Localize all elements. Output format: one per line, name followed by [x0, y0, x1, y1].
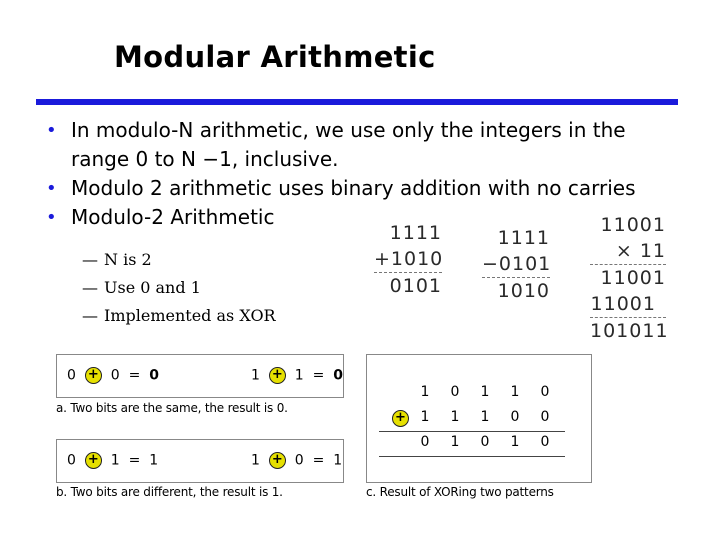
operand-b: 0 [294, 452, 304, 469]
bottom-divider [379, 456, 565, 457]
xor-result: 1 [333, 452, 343, 469]
operand-a: 1 [251, 452, 260, 469]
partial-product-1: 11001 [590, 264, 666, 291]
xor-pattern-panel [366, 354, 592, 483]
panel-a-caption: a. Two bits are the same, the result is 0. [56, 401, 288, 415]
bit-cell: 1 [420, 409, 430, 425]
difference-result: 1010 [482, 277, 550, 304]
dash-glyph: — [82, 306, 98, 325]
xor-icon: + [85, 452, 102, 469]
bit-cell: 0 [510, 409, 520, 425]
bit-cell: 0 [540, 409, 550, 425]
xor-different-bits-panel [56, 439, 344, 483]
operand-a: 0 [67, 367, 76, 384]
bit-cell: 1 [510, 434, 520, 450]
bit-cell: 1 [480, 384, 490, 400]
sub-bullet-text: N is 2 [104, 250, 152, 269]
bit-cell: 0 [450, 384, 460, 400]
title-underline [36, 99, 678, 105]
bit-cell: 0 [480, 434, 490, 450]
xor-equation-0-1 [67, 452, 158, 469]
xor-equation-1-0 [251, 452, 342, 469]
binary-multiplication-example [590, 212, 669, 344]
xor-equation-1-1 [251, 367, 343, 384]
bit-cell: 1 [450, 434, 460, 450]
addend-top: 1111 [389, 222, 442, 244]
sub-bullet-list [82, 246, 276, 330]
bit-cell: 1 [450, 409, 460, 425]
panel-c-caption: c. Result of XORing two patterns [366, 485, 554, 499]
equals-sign: = [128, 452, 141, 469]
dash-glyph: — [82, 278, 98, 297]
equals-sign: = [312, 367, 325, 384]
binary-subtraction-example [482, 225, 550, 304]
bit-cell: 1 [480, 409, 490, 425]
operand-a: 0 [67, 452, 76, 469]
xor-result: 1 [149, 452, 159, 469]
xor-result: 0 [149, 367, 159, 384]
multiplicand: 11001 [600, 214, 666, 236]
operand-a: 1 [251, 367, 260, 384]
bullet-text: Modulo 2 arithmetic uses binary addition with no carries [71, 176, 636, 200]
addend-bottom: +1010 [374, 248, 444, 270]
equals-sign: = [128, 367, 141, 384]
result-divider [379, 431, 565, 432]
xor-icon: + [85, 367, 102, 384]
xor-icon: + [392, 410, 409, 427]
bit-cell: 0 [540, 434, 550, 450]
bit-cell: 0 [540, 384, 550, 400]
bullet-item [46, 174, 686, 203]
bullet-dot: • [46, 207, 57, 228]
partial-product-2: 11001 [590, 293, 656, 315]
xor-same-bits-panel [56, 354, 344, 398]
bullet-text: Modulo-2 Arithmetic [71, 205, 275, 229]
multiplier: × 11 [615, 240, 666, 262]
sub-bullet-item [82, 302, 276, 330]
operand-b: 1 [110, 452, 120, 469]
panel-b-caption: b. Two bits are different, the result is 1. [56, 485, 283, 499]
subtrahend: −0101 [482, 253, 552, 275]
equals-sign: = [312, 452, 325, 469]
binary-addition-example [374, 220, 442, 299]
sub-bullet-text: Implemented as XOR [104, 306, 276, 325]
bit-cell: 1 [510, 384, 520, 400]
xor-icon: + [269, 452, 286, 469]
sub-bullet-item [82, 246, 276, 274]
bit-cell: 0 [420, 434, 430, 450]
operand-b: 0 [110, 367, 120, 384]
dash-glyph: — [82, 250, 98, 269]
operand-b: 1 [294, 367, 304, 384]
bullet-item [46, 116, 686, 174]
xor-equation-0-0 [67, 367, 159, 384]
bullet-dot: • [46, 178, 57, 199]
slide-title: Modular Arithmetic [114, 40, 436, 74]
xor-result: 0 [333, 367, 343, 384]
product-result: 101011 [590, 317, 666, 344]
minuend: 1111 [497, 227, 550, 249]
xor-icon: + [269, 367, 286, 384]
bit-cell: 1 [420, 384, 430, 400]
sub-bullet-item [82, 274, 276, 302]
bullet-dot: • [46, 120, 57, 141]
sub-bullet-text: Use 0 and 1 [104, 278, 201, 297]
bullet-text: In modulo-N arithmetic, we use only the integers in the range 0 to N −1, inclusive. [71, 118, 626, 171]
sum-result: 0101 [374, 272, 442, 299]
